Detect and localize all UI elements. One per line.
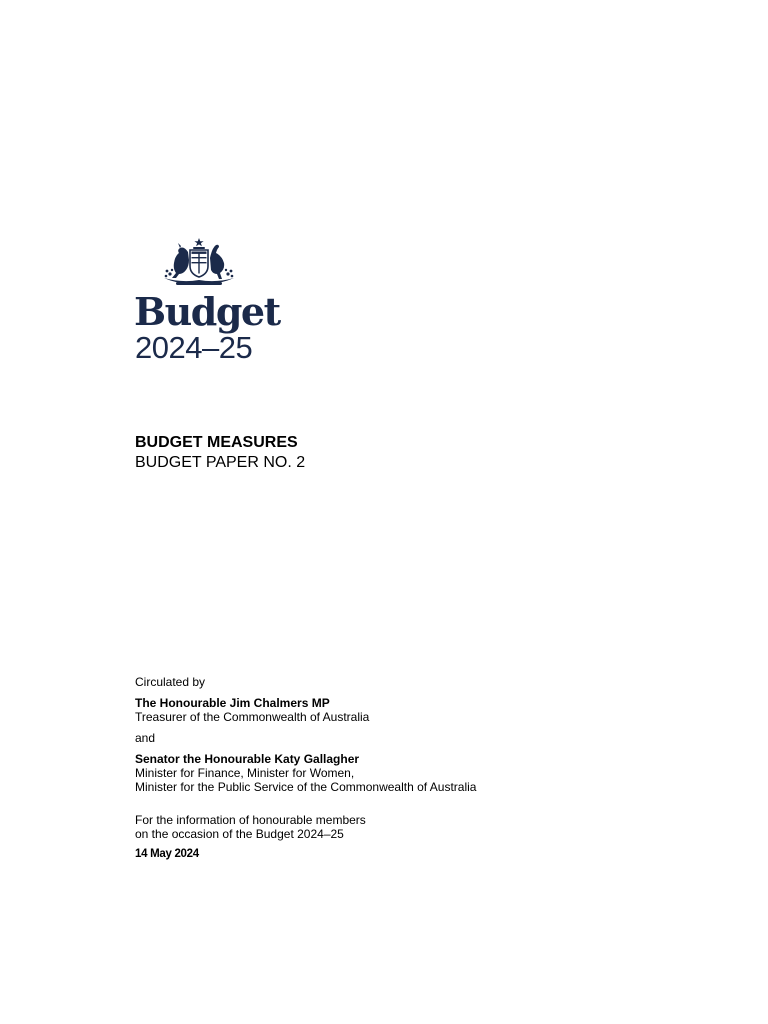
circulation-block [135, 675, 735, 861]
commonwealth-coat-of-arms-icon [162, 236, 236, 288]
conjunction-and: and [135, 731, 156, 745]
finance-minister-role-2: Minister for the Public Service of the Commonwealth of Australia [135, 780, 477, 794]
document-title: BUDGET MEASURES [135, 434, 298, 451]
purpose-line-1: For the information of honourable members [135, 813, 366, 827]
finance-minister-name: Senator the Honourable Katy Gallagher [135, 752, 360, 766]
publication-date: 14 May 2024 [135, 848, 199, 860]
circulated-by-label: Circulated by [135, 675, 206, 689]
finance-minister-role-1: Minister for Finance, Minister for Women, [135, 766, 355, 780]
treasurer-name: The Honourable Jim Chalmers MP [135, 696, 330, 710]
treasurer-role: Treasurer of the Commonwealth of Australia [135, 710, 370, 724]
document-subtitle: BUDGET PAPER NO. 2 [135, 454, 306, 471]
budget-year: 2024–25 [135, 330, 253, 365]
purpose-line-2: on the occasion of the Budget 2024–25 [135, 827, 344, 841]
budget-wordmark: Budget [134, 289, 280, 334]
